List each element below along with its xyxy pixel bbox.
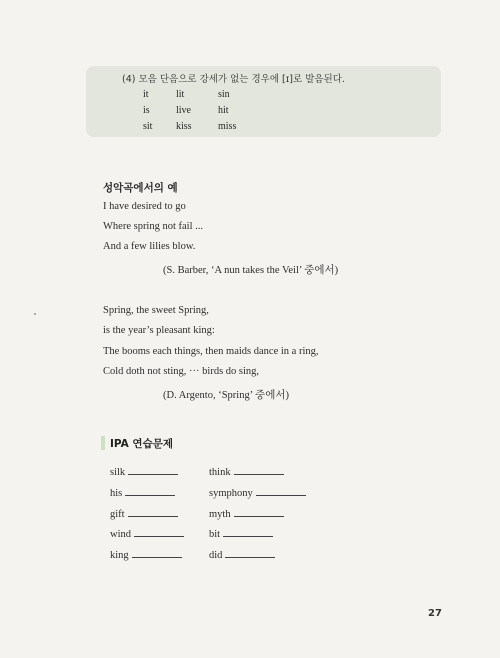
drill-word: bit: [209, 529, 221, 540]
drill-item: [110, 526, 184, 540]
drill-item: [110, 485, 175, 499]
citation: (D. Argento, ‘Spring’ 중에서): [163, 390, 289, 401]
answer-blank[interactable]: [234, 506, 284, 517]
drill-item: [209, 506, 284, 520]
note-word: kiss: [176, 121, 192, 132]
drill-word: gift: [110, 509, 125, 520]
drill-item: [209, 526, 273, 540]
lyric-line: The booms each things, then maids dance in a ring,: [103, 346, 319, 357]
citation: (S. Barber, ‘A nun takes the Veil’ 중에서): [163, 265, 339, 276]
note-title: (4) 모음 단음으로 강세가 없는 경우에 [ɪ]로 발음된다.: [122, 74, 345, 85]
drill-word: his: [110, 488, 123, 499]
note-word: hit: [218, 105, 229, 116]
drill-word: wind: [110, 529, 131, 540]
page-number: 27: [428, 608, 442, 619]
drill-item: [209, 547, 275, 561]
answer-blank[interactable]: [134, 526, 184, 537]
drill-item: [110, 547, 182, 561]
heading-accent: [101, 436, 105, 450]
answer-blank[interactable]: [128, 506, 178, 517]
note-word: sin: [218, 89, 230, 100]
drill-heading: IPA 연습문제: [110, 438, 173, 450]
lyric-line: Cold doth not sting, ··· birds do sing,: [103, 366, 260, 377]
note-word: is: [143, 105, 150, 116]
lyric-line: Spring, the sweet Spring,: [103, 305, 209, 316]
answer-blank[interactable]: [223, 526, 273, 537]
note-word: live: [176, 105, 191, 116]
lyric-line: is the year’s pleasant king:: [103, 325, 215, 336]
drill-item: [209, 485, 306, 499]
drill-item: [110, 464, 178, 478]
note-word: it: [143, 89, 149, 100]
drill-word: think: [209, 467, 231, 478]
drill-word: silk: [110, 467, 126, 478]
examples-heading: 성악곡에서의 예: [103, 182, 178, 194]
drill-item: [209, 464, 284, 478]
drill-word: did: [209, 550, 223, 561]
lyric-line: I have desired to go: [103, 201, 186, 212]
lyric-line: And a few lilies blow.: [103, 241, 196, 252]
drill-item: [110, 506, 178, 520]
lyric-line: Where spring not fail ...: [103, 221, 204, 232]
answer-blank[interactable]: [125, 485, 175, 496]
note-word: sit: [143, 121, 153, 132]
margin-mark: [34, 313, 36, 315]
answer-blank[interactable]: [128, 464, 178, 475]
answer-blank[interactable]: [225, 547, 275, 558]
note-word: lit: [176, 89, 185, 100]
drill-word: king: [110, 550, 129, 561]
note-word: miss: [218, 121, 237, 132]
answer-blank[interactable]: [256, 485, 306, 496]
drill-word: symphony: [209, 488, 253, 499]
drill-word: myth: [209, 509, 231, 520]
answer-blank[interactable]: [234, 464, 284, 475]
answer-blank[interactable]: [132, 547, 182, 558]
